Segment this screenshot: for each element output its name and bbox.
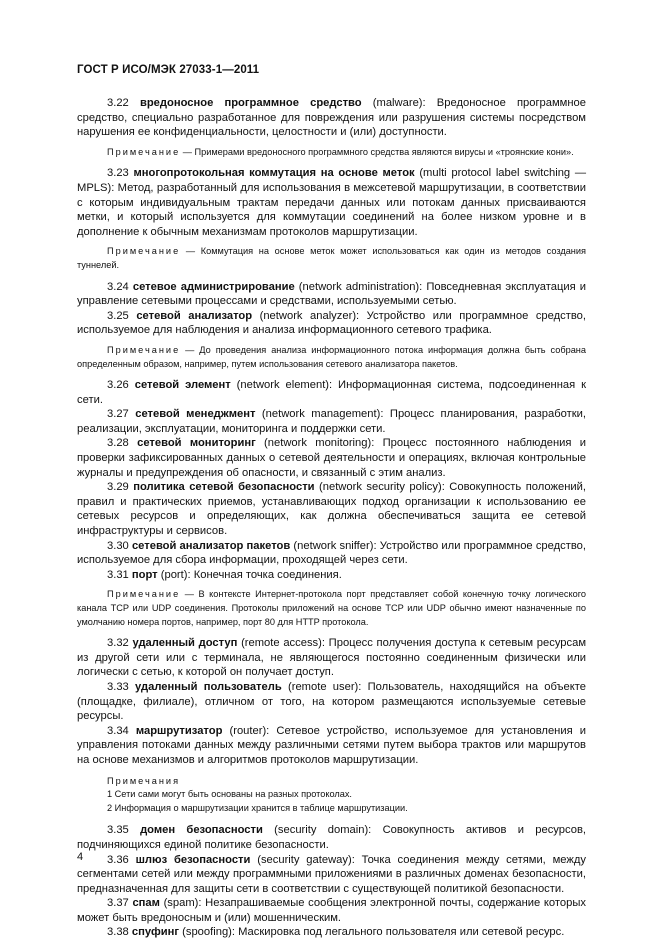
term-title: домен безопасности [140,824,263,837]
term-number: 3.22 [107,97,129,109]
term-entry-3-38 [77,925,586,940]
term-title: сетевой мониторинг [137,437,256,450]
term-entry-3-26 [77,378,586,407]
term-number: 3.25 [107,309,129,322]
term-title: сетевой элемент [134,379,231,392]
term-entry-3-23 [77,166,586,239]
note-label: Примечание [107,589,181,600]
term-number: 3.33 [107,680,129,693]
term-entry-3-29 [77,480,586,538]
term-definition: (port): Конечная точка соединения. [157,568,342,581]
term-number: 3.28 [107,437,129,450]
note-3-25 [77,344,586,371]
note-label: Примечание [107,344,181,355]
term-definition: (security gateway): Точка соединения между сетями, между сегментами сетей или между программными приложениями в различных доменах безопасности, предназначенная для защиты сети в соответствии с существующей политикой безопасности. [77,853,586,895]
term-definition: (spam): Незапрашиваемые сообщения электронной почты, содержание которых может быть вредоносным и (или) мошенническим. [77,897,586,924]
term-definition: (router): Сетевое устройство, используемое для установления и управления потоками данных между различными сетями путем выбора трактов или маршрутов на основе механизмов и алгоритмов протоколов маршрутизации. [77,724,586,766]
note-3-23 [77,245,586,272]
term-definition: (security domain): Совокупность активов и ресурсов, подчиняющихся единой политике безопасности. [77,824,586,851]
term-number: 3.23 [107,167,129,180]
term-definition: (remote access): Процесс получения доступа к сетевым ресурсам из другой сети или с терминала, не являющегося постоянно соединенным физически или логически с сетью, к которой он получает доступ. [77,637,587,679]
term-definition: (network administration): Повседневная эксплуатация и управление сетевыми процессами и средствами, используемыми сетью. [77,280,586,308]
term-definition: (malware): Вредоносное программное средство, специально разработанное для повреждения или разрушения системы посредством нарушения ее конфиденциальности, целостности и (или) доступности. [77,97,586,139]
notes-label: Примечания [107,775,181,786]
term-definition: (network security policy): Совокупность положений, правил и практических приемов, устанавливающих подход организации к использованию ее сетевых ресурсов и определяющих, как должна обеспечиваться защита ее сетевой инфраструктуры и сервисов. [77,481,586,538]
term-entry-3-36 [77,853,586,897]
term-definition: (multi protocol label switching — MPLS): Метод, разработанный для использования в межсетевой маршрутизации, в соответствии с которым индивидуальным трактам передачи данных или потокам данных присваиваются метки, и который используется для коммутации соединений на более низком уровне и в дополнение к обычным механизмам протоколов маршрутизации. [77,167,587,238]
term-entry-3-28 [77,436,586,480]
term-number: 3.36 [107,853,129,866]
term-title: сетевой менеджмент [135,408,256,421]
term-number: 3.24 [107,280,129,293]
term-number: 3.26 [107,379,129,392]
term-definition: (network monitoring): Процесс постоянного наблюдения и проверки зафиксированных данных о сетевой деятельности и операциях, включая контрольные журналы и предупреждения об опасности, и связанный с этим анализ. [77,437,586,479]
term-entry-3-34 [77,724,586,768]
term-number: 3.29 [107,481,129,494]
term-number: 3.32 [107,637,129,650]
term-title: удаленный пользователь [135,680,282,693]
term-definition: (network sniffer): Устройство или программное средство, используемое для сбора информации, проходящей через сети. [77,539,587,567]
term-title: маршрутизатор [135,724,223,737]
term-entry-3-27 [77,407,586,436]
term-entry-3-30 [77,539,586,568]
term-title: спуфинг [131,926,180,939]
term-entry-3-31 [77,568,586,583]
term-entry-3-25 [77,309,586,338]
term-title: вредоносное программное средство [139,97,362,109]
term-title: шлюз безопасности [135,853,251,866]
term-definition: (network management): Процесс планирования, разработки, реализации, эксплуатации, мониторинга и поддержки сети. [77,408,587,435]
note-label: Примечание [107,146,181,157]
term-entry-3-35 [77,823,586,852]
note-item: 2 Информация о маршрутизации хранится в таблице маршрутизации. [107,802,408,813]
note-text: — До проведения анализа информационного потока информация должна быть собрана определенным образом, например, путем использования сетевого анализатора пакетов. [77,344,586,369]
term-title: порт [131,568,158,581]
term-entry-3-33 [77,680,586,724]
note-3-31 [77,588,586,629]
term-number: 3.31 [107,568,129,581]
page-number: 4 [77,851,84,863]
term-title: сетевой анализатор пакетов [131,539,291,552]
term-definition: (network element): Информационная система, подсоединенная к сети. [77,379,586,406]
document-body [77,96,586,940]
term-entry-3-24 [77,280,586,309]
term-definition: (network analyzer): Устройство или программное средство, используемое для наблюдения и анализа информационного сетевого трафика. [77,309,587,337]
note-label: Примечание [107,246,181,257]
term-entry-3-37 [77,896,586,925]
term-title: спам [132,897,160,910]
term-definition: (spoofing): Маскировка под легального пользователя или сетевой ресурс. [179,926,565,939]
term-definition: (remote user): Пользователь, находящийся на объекте (площадке, филиале), отличном от того, на котором размещаются используемые сетевые ресурсы. [77,680,586,723]
term-number: 3.37 [107,897,129,910]
note-3-22 [77,146,586,160]
note-text: — Примерами вредоносного программного средства являются вирусы и «троянские кони». [182,146,574,157]
document-header: ГОСТ Р ИСО/МЭК 27033-1—2011 [77,64,260,76]
term-title: политика сетевой безопасности [133,481,315,494]
term-number: 3.27 [107,408,129,421]
term-number: 3.34 [107,724,129,737]
term-title: удаленный доступ [132,637,238,650]
term-entry-3-32 [77,636,586,680]
term-number: 3.35 [107,824,129,837]
term-title: многопротокольная коммутация на основе меток [133,167,415,180]
term-entry-3-22 [77,96,586,140]
note-text: — В контексте Интернет-протокола порт представляет собой конечную точку логического канала TCP или UDP соединения. Протоколы приложений на основе TCP или UDP обычно имеют назначенные по умолчанию номера портов, например, порт 80 для HTTP протокола. [77,589,587,627]
term-number: 3.38 [107,926,129,939]
term-number: 3.30 [107,539,129,552]
note-item: 1 Сети сами могут быть основаны на разных протоколах. [107,789,352,800]
term-title: сетевое администрирование [132,280,295,293]
note-text: — Коммутация на основе меток может использоваться как один из методов создания туннелей. [77,246,586,270]
notes-3-34 [77,775,586,816]
term-title: сетевой анализатор [136,309,253,322]
